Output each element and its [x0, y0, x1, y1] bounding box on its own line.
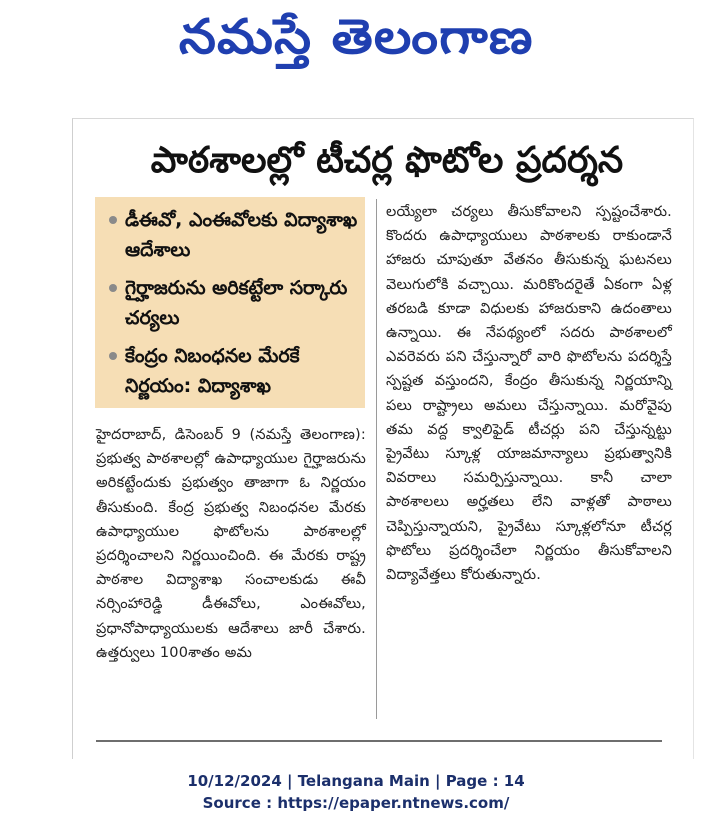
newspaper-logo: నమస్తే తెలంగాణ [178, 9, 534, 65]
highlight-text: డీఈవో, ఎంఈవోలకు విద్యాశాఖ ఆదేశాలు [125, 209, 358, 261]
highlights-box [95, 197, 365, 408]
highlight-item [109, 205, 359, 265]
article-body-left-column [96, 423, 366, 665]
body-paragraph: హైదరాబాద్, డిసెంబర్ 9 (నమస్తే తెలంగాణ): ప్రభుత్వ పాఠశాలల్లో ఉపాధ్యాయుల గైర్హాజరును అరికట్టేందుకు ప్రభుత్వం తాజాగా ఓ నిర్ణయం తీసుకుంది. కేంద్ర ప్రభుత్వ నిబంధనల మేరకు ఉపాధ్యాయుల ఫొటోలను పాఠశాలల్లో ప్రదర్శించాలని నిర్ణయించింది. ఈ మేరకు రాష్ట్ర పాఠశాల విద్యాశాఖ సంచాలకుడు ఈవీ నర్సింహారెడ్డి డీఈవోలు, ఎంఈవోలు, ప్రధానోపాధ్యాయులకు ఆదేశాలు జారీ చేశారు. ఉత్తర్వులు 100శాతం అమ [96, 427, 366, 661]
bullet-icon [109, 216, 117, 224]
highlight-text: గైర్హాజరును అరికట్టేలా సర్కారు చర్యలు [125, 277, 348, 329]
source-link[interactable]: Source : https://epaper.ntnews.com/ [202, 794, 510, 812]
masthead [0, 0, 712, 86]
edition-info: 10/12/2024 | Telangana Main | Page : 14 [187, 772, 525, 790]
epaper-footer [0, 770, 712, 814]
article-headline: పాఠశాలల్లో టీచర్ల ఫొటోల ప్రదర్శన [150, 140, 624, 181]
bullet-icon [109, 284, 117, 292]
column-divider [376, 199, 377, 719]
article-bottom-rule [96, 740, 662, 742]
highlight-text: కేంద్రం నిబంధనల మేరకే నిర్ణయం: విద్యాశాఖ [125, 345, 300, 397]
highlight-item [109, 341, 359, 401]
article-body-right-column [386, 200, 672, 587]
body-paragraph: లయ్యేలా చర్యలు తీసుకోవాలని స్పష్టంచేశారు. కొందరు ఉపాధ్యాయులు పాఠశాలకు రాకుండానే హాజరు చూపుతూ వేతనం తీసుకున్న ఘటనలు వెలుగులోకి వచ్చాయి. మరికొందరైతే ఏకంగా ఏళ్ల తరబడి కూడా విధులకు హాజరుకాని ఉదంతాలు ఉన్నాయి. ఈ నేపథ్యంలో సదరు పాఠశాలలో ఎవరెవరు పని చేస్తున్నారో వారి ఫొటోలను పదర్శిస్తే స్పష్టత వస్తుందని, కేంద్రం తీసుకున్న నిర్ణయాన్ని పలు రాష్ట్రాలు అమలు చేస్తున్నాయి. మరోవైపు తమ వద్ద క్వాలిఫైడ్ టీచర్లు పని చేస్తున్నట్టు ప్రైవేటు స్కూళ్ల యాజమాన్యాలు ప్రభుత్వానికి వివరాలు సమర్పిస్తున్నాయి. కానీ చాలా పాఠశాలలు అర్హతలు లేని వాళ్లతో పాఠాలు చెప్పిస్తున్నాయని, ప్రైవేటు స్కూళ్లలోనూ టీచర్ల ఫొటోలు ప్రదర్శించేలా నిర్ణయం తీసుకోవాలని విద్యావేత్తలు కోరుతున్నారు. [386, 204, 672, 584]
bullet-icon [109, 352, 117, 360]
highlight-item [109, 273, 359, 333]
